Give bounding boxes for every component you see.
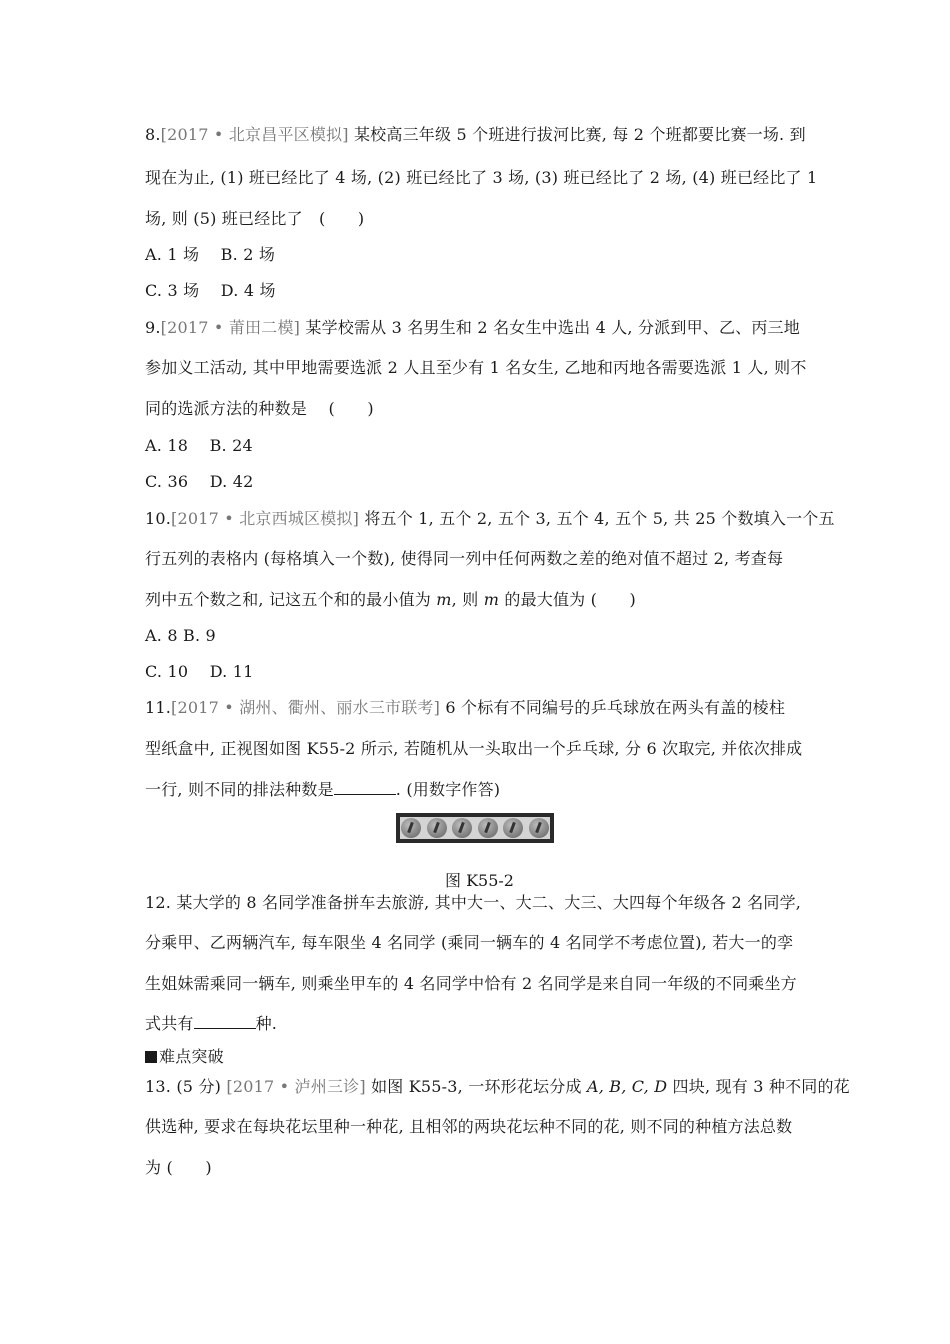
q13-line-3: 为 ( ) [145, 1158, 212, 1177]
q12-line-4-part-a: 式共有 [145, 1014, 194, 1033]
q13-line-2: 供选种, 要求在每块花坛里种一种花, 且相邻的两块花坛种不同的花, 则不同的种植方法总数 [145, 1117, 793, 1136]
ping-pong-ball-icon [478, 818, 498, 838]
q11-line-3-part-b: . (用数字作答) [395, 780, 501, 799]
q11-line-3-part-a: 一行, 则不同的排法种数是 [145, 780, 334, 799]
figure-k55-2 [396, 813, 554, 843]
q13-text-b: 四块, 现有 3 种不同的花 [667, 1077, 850, 1096]
q12-line-3: 生姐妹需乘同一辆车, 则乘坐甲车的 4 名同学中恰有 2 名同学是来自同一年级的不同乘坐方 [145, 974, 797, 993]
q9-number: 9. [145, 318, 161, 337]
variable-m-2: m [483, 590, 500, 609]
q10-line-1 [145, 509, 835, 529]
q8-line-2: 现在为止, (1) 班已经比了 4 场, (2) 班已经比了 3 场, (3) 班已经比了 2 场, (4) 班已经比了 1 [145, 168, 818, 187]
q9-text: 某学校需从 3 名男生和 2 名女生中选出 4 人, 分派到甲、乙、丙三地 [300, 318, 801, 337]
ping-pong-ball-icon [529, 818, 549, 838]
q11-line-2: 型纸盒中, 正视图如图 K55-2 所示, 若随机从一头取出一个乒乓球, 分 6 次取完, 并依次排成 [145, 739, 803, 758]
q13-number: 13. (5 分) [145, 1077, 227, 1096]
section-title: 难点突破 [159, 1047, 224, 1066]
q11-text: 6 个标有不同编号的乒乓球放在两头有盖的棱柱 [440, 698, 786, 717]
q10-line-3-part-a: 列中五个数之和, 记这五个和的最小值为 [145, 590, 437, 609]
q12-line-2: 分乘甲、乙两辆汽车, 每车限坐 4 名同学 (乘同一辆车的 4 名同学不考虑位置), 若大一的孪 [145, 933, 794, 952]
q13-text-a: 如图 K55-3, 一环形花坛分成 [365, 1077, 587, 1096]
q10-options-ab: A. 8 B. 9 [145, 626, 216, 645]
q9-options-cd: C. 36 D. 42 [145, 472, 254, 491]
q11-source: [2017 • 湖州、衢州、丽水三市联考] [171, 698, 441, 717]
q9-line-1 [145, 318, 800, 338]
q10-options-cd: C. 10 D. 11 [145, 662, 254, 681]
q10-text: 将五个 1, 五个 2, 五个 3, 五个 4, 五个 5, 共 25 个数填入一个五 [359, 509, 835, 528]
q13-source: [2017 • 泸州三诊] [226, 1077, 366, 1096]
q11-number: 11. [145, 698, 172, 717]
q9-options-ab: A. 18 B. 24 [145, 436, 253, 455]
q9-source: [2017 • 莆田二模] [160, 318, 301, 337]
q10-number: 10. [145, 509, 172, 528]
variables-abcd: A, B, C, D [586, 1077, 668, 1096]
q12-line-4 [145, 1014, 277, 1034]
q12-line-4-part-b: 种. [255, 1014, 278, 1033]
q13-line-1 [145, 1077, 850, 1097]
answer-blank[interactable] [194, 1014, 256, 1029]
q9-line-2: 参加义工活动, 其中甲地需要选派 2 人且至少有 1 名女生, 乙地和丙地各需要选派 1 人, 则不 [145, 358, 807, 377]
q8-options-ab: A. 1 场 B. 2 场 [145, 245, 276, 264]
square-bullet-icon [145, 1051, 157, 1063]
q8-number: 8. [145, 125, 161, 144]
ping-pong-ball-icon [427, 818, 447, 838]
q8-text: 某校高三年级 5 个班进行拔河比赛, 每 2 个班都要比赛一场. 到 [348, 125, 806, 144]
ping-pong-ball-icon [401, 818, 421, 838]
q8-source: [2017 • 北京昌平区模拟] [160, 125, 349, 144]
q10-line-3 [145, 590, 636, 610]
figure-box-interior [400, 817, 550, 839]
answer-blank[interactable] [334, 780, 396, 795]
q10-line-3-part-c: 的最大值为 ( ) [499, 590, 636, 609]
q10-line-2: 行五列的表格内 (每格填入一个数), 使得同一列中任何两数之差的绝对值不超过 2, 考查每 [145, 549, 784, 568]
q10-line-3-part-b: , 则 [451, 590, 484, 609]
q11-line-1 [145, 698, 785, 718]
q8-options-cd: C. 3 场 D. 4 场 [145, 281, 276, 300]
q8-line-1 [145, 125, 806, 145]
q10-source: [2017 • 北京西城区模拟] [171, 509, 360, 528]
section-heading [145, 1047, 224, 1067]
q11-line-3 [145, 780, 500, 800]
q9-line-3: 同的选派方法的种数是 ( ) [145, 399, 374, 418]
q12-line-1: 12. 某大学的 8 名同学准备拼车去旅游, 其中大一、大二、大三、大四每个年级各 2 名同学, [145, 893, 802, 912]
variable-m: m [436, 590, 452, 609]
q8-line-3: 场, 则 (5) 班已经比了 ( ) [145, 209, 365, 228]
figure-caption: 图 K55-2 [445, 871, 514, 890]
